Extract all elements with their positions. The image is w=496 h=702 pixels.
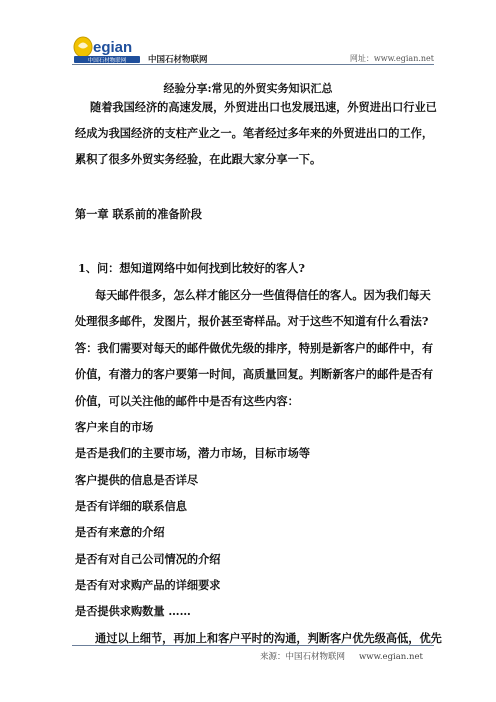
- chapter-heading: 第一章 联系前的准备阶段: [75, 207, 202, 221]
- body-line: 价值，可以关注他的邮件中是否有这些内容：: [75, 394, 299, 408]
- body-line: 客户来自的市场: [75, 420, 154, 434]
- footer-url[interactable]: www.egian.net: [359, 652, 423, 662]
- body-line: 是否有详细的联系信息: [75, 499, 187, 513]
- egian-logo: [72, 34, 142, 64]
- body-line: 是否有对求购产品的详细要求: [75, 578, 221, 592]
- page-header: [72, 34, 434, 64]
- body-line: 通过以上细节，再加上和客户平时的沟通，判断客户优先级高低，优先: [95, 631, 442, 645]
- question-heading: 1、问：想知道网络中如何找到比较好的客人?: [78, 261, 305, 275]
- header-url[interactable]: 网址：www.egian.net: [349, 54, 434, 63]
- site-name: 中国石材物联网: [148, 55, 208, 65]
- body-line: 是否有对自己公司情况的介绍: [75, 552, 221, 566]
- intro-line: 经成为我国经济的支柱产业之一。笔者经过多年来的外贸进出口的工作，: [75, 126, 434, 140]
- footer-source: 来源：中国石材物联网: [260, 652, 346, 662]
- intro-line: 累积了很多外贸实务经验，在此跟大家分享一下。: [75, 152, 322, 166]
- body-line: 是否提供求购数量 ……: [75, 604, 191, 618]
- svg-text:egian: egian: [93, 39, 133, 56]
- header-divider: [72, 64, 434, 65]
- body-line: 是否有来意的介绍: [75, 525, 165, 539]
- intro-line: 随着我国经济的高速发展，外贸进出口也发展迅速，外贸进出口行业已: [90, 100, 437, 114]
- body-line: 是否是我们的主要市场，潜力市场，目标市场等: [75, 446, 310, 460]
- document-title: 经验分享:常见的外贸实务知识汇总: [163, 82, 333, 95]
- svg-text:中国石材物联网: 中国石材物联网: [87, 58, 127, 64]
- page-footer: [260, 650, 437, 662]
- body-line: 答：我们需要对每天的邮件做优先级的排序，特别是新客户的邮件中，有: [75, 341, 434, 355]
- body-line: 处理很多邮件，发图片，报价甚至寄样品。对于这些不知道有什么看法?: [75, 314, 429, 328]
- body-line: 客户提供的信息是否详尽: [75, 473, 199, 487]
- body-line: 价值，有潜力的客户要第一时间，高质量回复。判断新客户的邮件是否有: [75, 367, 434, 381]
- body-line: 每天邮件很多，怎么样才能区分一些值得信任的客人。因为我们每天: [95, 288, 431, 302]
- footer-divider: [72, 645, 434, 646]
